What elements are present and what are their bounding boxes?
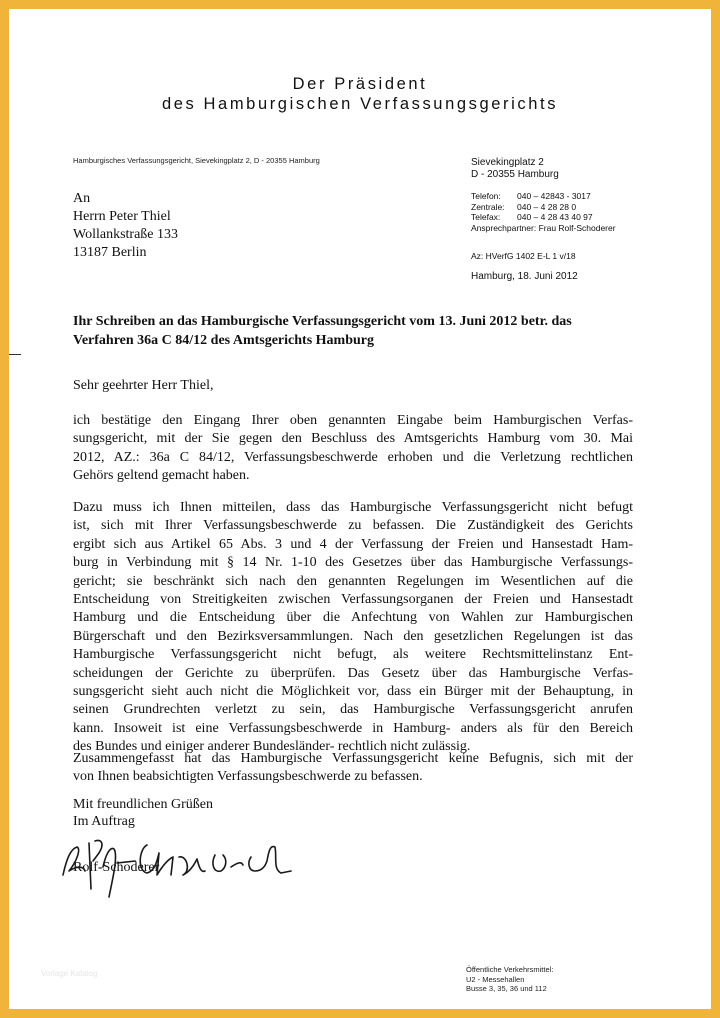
- body-line: kann. Insoweit ist eine Verfassungsbeschwerde in Hamburg- anders als für den Bereich: [73, 720, 633, 736]
- body-line: gericht; sie beschränkt sich nach den genannten Regelungen im Wesentlichen auf die: [73, 573, 633, 589]
- recipient-line: Herrn Peter Thiel: [73, 209, 171, 224]
- subject-line: [73, 312, 633, 350]
- handwritten-signature: [55, 827, 305, 902]
- closing-on-behalf: Im Auftrag: [73, 814, 135, 829]
- body-line: Gehörs geltend gemacht haben.: [73, 468, 250, 484]
- fold-mark: [9, 354, 21, 355]
- recipient-line: 13187 Berlin: [73, 245, 147, 260]
- court-street: Sievekingplatz 2: [471, 157, 544, 168]
- subject-line-1: Ihr Schreiben an das Hamburgische Verfassungsgericht vom 13. Juni 2012 betr. das: [73, 314, 572, 329]
- contact-label: Telefon:: [471, 191, 501, 201]
- contact-label: Telefax:: [471, 212, 501, 222]
- body-line: Hamburgische Verfassungsgericht nicht befugt, als weitere Rechtsmittelinstanz Ent-: [73, 647, 633, 663]
- body-line: Zusammengefasst hat das Hamburgische Verfassungsgericht keine Befugnis, sich mit der: [73, 751, 633, 766]
- reference-number: Az: HVerfG 1402 E-L 1 v/18: [471, 251, 576, 261]
- letter-date: Hamburg, 18. Juni 2012: [471, 271, 578, 282]
- watermark: Vorlage Katalog: [41, 969, 98, 978]
- contact-row: [471, 202, 691, 213]
- body-line: Entscheidung von Streitigkeiten zwischen Verfassungsorganen der Freien und Hansestadt: [73, 592, 633, 608]
- paragraph-2: [73, 499, 633, 757]
- body-line: Dazu muss ich Ihnen mitteilen, dass das Hamburgische Verfassungsgericht nicht befugt: [73, 500, 633, 515]
- contact-person: Ansprechpartner: Frau Rolf-Schoderer: [471, 222, 616, 233]
- contact-value: 040 – 4 28 28 0: [517, 201, 577, 212]
- signatory-name: Rolf-Schoderer: [73, 860, 160, 875]
- body-line: seinen Grundrechten verletzt zu sein, das Hamburgische Verfassungsgericht anrufen: [73, 702, 633, 718]
- letter-page: [9, 9, 711, 1009]
- transport-info: [466, 965, 553, 994]
- body-line: 2012, AZ.: 36a C 84/12, Verfassungsbeschwerde erhoben und die Verletzung rechtlichen: [73, 449, 633, 465]
- paragraph-1: [73, 412, 633, 486]
- paragraph-3: [73, 750, 633, 787]
- body-line: ergibt sich aus Artikel 65 Abs. 3 und 4 der Verfassung der Freien und Hansestadt Ham-: [73, 536, 633, 552]
- recipient-line: An: [73, 191, 91, 206]
- subject-line-2: Verfahren 36a C 84/12 des Amtsgerichts Hamburg: [73, 333, 374, 348]
- contact-value: 040 – 42843 - 3017: [517, 191, 591, 201]
- body-line: Hamburg und die Entscheidung über die Anfechtung von Wahlen zur Hamburgischen: [73, 610, 633, 626]
- letterhead-subtitle: des Hamburgischen Verfassungsgerichts: [161, 95, 559, 113]
- recipient-line: Wollankstraße 133: [73, 227, 179, 242]
- body-line: Bürgerschaft und den Bezirksversammlungen. Nach den gesetzlichen Regelungen ist das: [73, 628, 633, 644]
- body-line: burg in Verbindung mit § 14 Nr. 1-10 des Gesetzes über das Hamburgische Verfassungs-: [73, 555, 633, 571]
- body-line: ich bestätige den Eingang Ihrer oben genannten Eingabe beim Hamburgischen Verfas-: [73, 413, 633, 428]
- contact-label: Zentrale:: [471, 201, 505, 212]
- court-city: D - 20355 Hamburg: [471, 169, 559, 180]
- body-line: sungsgericht sieht auch nicht die Möglichkeit vor, dass ein Bürger mit der Behauptung, in: [73, 684, 633, 700]
- contact-row: [471, 191, 691, 202]
- closing-greeting: Mit freundlichen Grüßen: [73, 797, 213, 812]
- contact-row: [471, 212, 691, 223]
- body-line: des Bundes und einiger anderer Bundesländer- rechtlich nicht zulässig.: [73, 739, 471, 755]
- footer-line: Öffentliche Verkehrsmittel:: [466, 965, 554, 974]
- body-line: scheidungen der Gerichte zu überprüfen. Das Gesetz über das Hamburgische Verfas-: [73, 665, 633, 681]
- body-line: ist, sich mit Ihrer Verfassungsbeschwerde zu befassen. Die Zuständigkeit des Gerichts: [73, 518, 633, 534]
- footer-line: Busse 3, 35, 36 und 112: [466, 984, 547, 993]
- body-line: von Ihnen beabsichtigten Verfassungsbeschwerde zu befassen.: [73, 769, 423, 785]
- contact-value: 040 – 4 28 43 40 97: [517, 212, 593, 222]
- contact-block: [471, 191, 691, 233]
- salutation: Sehr geehrter Herr Thiel,: [73, 378, 214, 393]
- body-line: sungsgericht, mit der Sie gegen den Beschluss des Amtsgerichts Hamburg vom 30. Mai: [73, 431, 633, 447]
- court-address: [471, 157, 559, 181]
- letterhead-title: Der Präsident: [292, 75, 428, 93]
- sender-return-line: Hamburgisches Verfassungsgericht, Sievekingplatz 2, D - 20355 Hamburg: [73, 156, 320, 165]
- footer-line: U2 - Messehallen: [466, 974, 525, 984]
- recipient-address: [73, 190, 178, 262]
